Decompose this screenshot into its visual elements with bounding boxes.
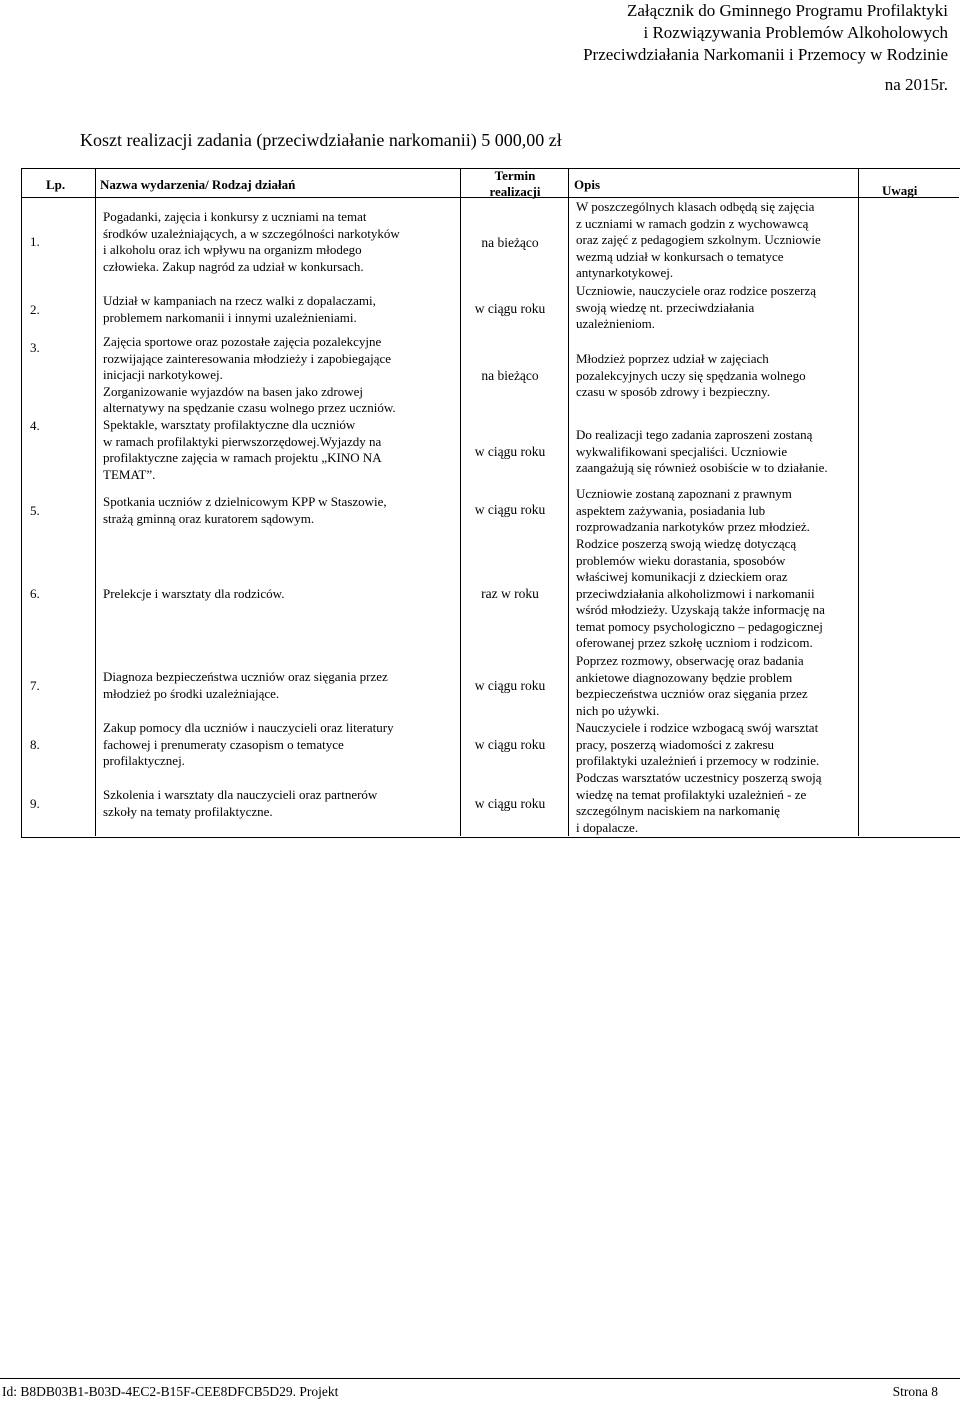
header-line-1: Załącznik do Gminnego Programu Profilaktyki	[626, 1, 948, 20]
row-7-name: Diagnoza bezpieczeństwa uczniów oraz sięgania przez młodzież po środki uzależniające.	[103, 669, 388, 701]
col-header-lp: Lp.	[46, 177, 66, 192]
row-8-desc: Nauczyciele i rodzice wzbogacą swój warsztat pracy, poszerzą wiadomości z zakresu profilaktyki uzależnień i przemocy w rodzinie.	[576, 720, 820, 768]
row-2-term: w ciągu roku	[474, 301, 546, 316]
header-line-2: i Rozwiązywania Problemów Alkoholowych	[643, 23, 948, 42]
col-header-name: Nazwa wydarzenia/ Rodzaj działań	[100, 177, 296, 192]
row-3-name: Zajęcia sportowe oraz pozostałe zajęcia pozalekcyjne rozwijające zainteresowania młodzieży i zapobiegające inicjacji narkotykowej. Zorganizowanie wyjazdów na basen jako zdrowej alternatywy na spędzanie czasu wolnego przez uczniów.	[103, 334, 396, 415]
row-3-term: na bieżąco	[481, 368, 539, 383]
row-5-number: 5.	[30, 503, 40, 518]
row-2-desc: Uczniowie, nauczyciele oraz rodzice poszerzą swoją wiedzę nt. przeciwdziałania uzależnieniom.	[576, 283, 816, 331]
col-divider-desc	[858, 168, 859, 836]
col-header-notes: Uwagi	[882, 183, 918, 198]
row-8-name: Zakup pomocy dla uczniów i nauczycieli oraz literatury fachowej i prenumeraty czasopism o tematyce profilaktycznej.	[103, 720, 394, 768]
row-3-number: 3.	[30, 340, 40, 355]
document-header	[583, 0, 948, 96]
row-8-term: w ciągu roku	[474, 737, 546, 752]
row-9-number: 9.	[30, 796, 40, 811]
row-3-desc: Młodzież poprzez udział w zajęciach pozalekcyjnych uczy się spędzania wolnego czasu w sposób zdrowy i bezpieczny.	[576, 351, 806, 399]
row-2-name: Udział w kampaniach na rzecz walki z dopalaczami, problemem narkomanii i innymi uzależnieniami.	[103, 293, 376, 325]
row-2-number: 2.	[30, 302, 40, 317]
cost-title: Koszt realizacji zadania (przeciwdziałanie narkomanii) 5 000,00 zł	[80, 130, 562, 150]
row-7-term: w ciągu roku	[474, 678, 546, 693]
col-header-desc: Opis	[574, 177, 601, 192]
row-4-number: 4.	[30, 418, 40, 433]
col-divider-lp	[95, 168, 96, 836]
row-5-desc: Uczniowie zostaną zapoznani z prawnym aspektem zażywania, posiadania lub rozprowadzania narkotyków przez młodzież.	[576, 486, 810, 534]
footer-divider	[0, 1378, 960, 1379]
row-9-desc: Podczas warsztatów uczestnicy poszerzą swoją wiedzę na temat profilaktyki uzależnień - ze szczególnym naciskiem na narkomanię i dopalacze.	[576, 770, 822, 835]
row-7-desc: Poprzez rozmowy, obserwację oraz badania ankietowe diagnozowany będzie problem bezpieczeństwa uczniów oraz sięgania przez nich po używki.	[576, 653, 808, 718]
row-4-name: Spektakle, warsztaty profilaktyczne dla uczniów w ramach profilaktyki pierwszorzędowej.Wyjazdy na profilaktyczne zajęcia w ramach projektu „KINO NA TEMAT”.	[103, 417, 382, 482]
footer-document-id: Id: B8DB03B1-B03D-4EC2-B15F-CEE8DFCB5D29. Projekt	[2, 1384, 339, 1399]
row-1-desc: W poszczególnych klasach odbędą się zajęcia z uczniami w ramach godzin z wychowawcą oraz zajęć z pedagogiem szkolnym. Uczniowie wezmą udział w konkursach o tematyce antynarkotykowej.	[576, 199, 821, 280]
row-6-name: Prelekcje i warsztaty dla rodziców.	[103, 586, 285, 601]
footer-page-number: Strona 8	[892, 1384, 938, 1399]
row-9-name: Szkolenia i warsztaty dla nauczycieli oraz partnerów szkoły na tematy profilaktyczne.	[103, 787, 378, 819]
row-6-number: 6.	[30, 586, 40, 601]
row-1-term: na bieżąco	[481, 235, 539, 250]
row-9-term: w ciągu roku	[474, 796, 546, 811]
row-6-term: raz w roku	[481, 586, 539, 601]
row-1-name: Pogadanki, zajęcia i konkursy z uczniami na temat środków uzależniających, a w szczególności narkotyków i alkoholu oraz ich wpływu na organizm młodego człowieka. Zakup nagród za udział w konkursach.	[103, 209, 400, 274]
row-6-desc: Rodzice poszerzą swoją wiedzę dotyczącą problemów wieku dorastania, sposobów właściwej komunikacji z dzieckiem oraz przeciwdziałania alkoholizmowi i narkomanii wśród młodzieży. Uzyskają także informację na temat pomocy psychologiczno – pedagogicznej oferowanej przez szkołę uczniom i rodzicom.	[576, 536, 825, 650]
row-8-number: 8.	[30, 737, 40, 752]
row-4-desc: Do realizacji tego zadania zaproszeni zostaną wykwalifikowani specjaliści. Uczniowie zaangażują się również osobiście w to działanie.	[576, 427, 828, 475]
col-divider-term	[568, 168, 569, 836]
header-line-3: Przeciwdziałania Narkomanii i Przemocy w Rodzinie	[583, 45, 948, 64]
row-4-term: w ciągu roku	[474, 444, 546, 459]
col-header-term: Termin realizacji	[489, 168, 541, 199]
row-5-term: w ciągu roku	[474, 502, 546, 517]
row-5-name: Spotkania uczniów z dzielnicowym KPP w Staszowie, strażą gminną oraz kuratorem sądowym.	[103, 494, 387, 526]
row-1-number: 1.	[30, 234, 40, 249]
header-line-4: na 2015r.	[884, 75, 948, 94]
row-7-number: 7.	[30, 678, 40, 693]
